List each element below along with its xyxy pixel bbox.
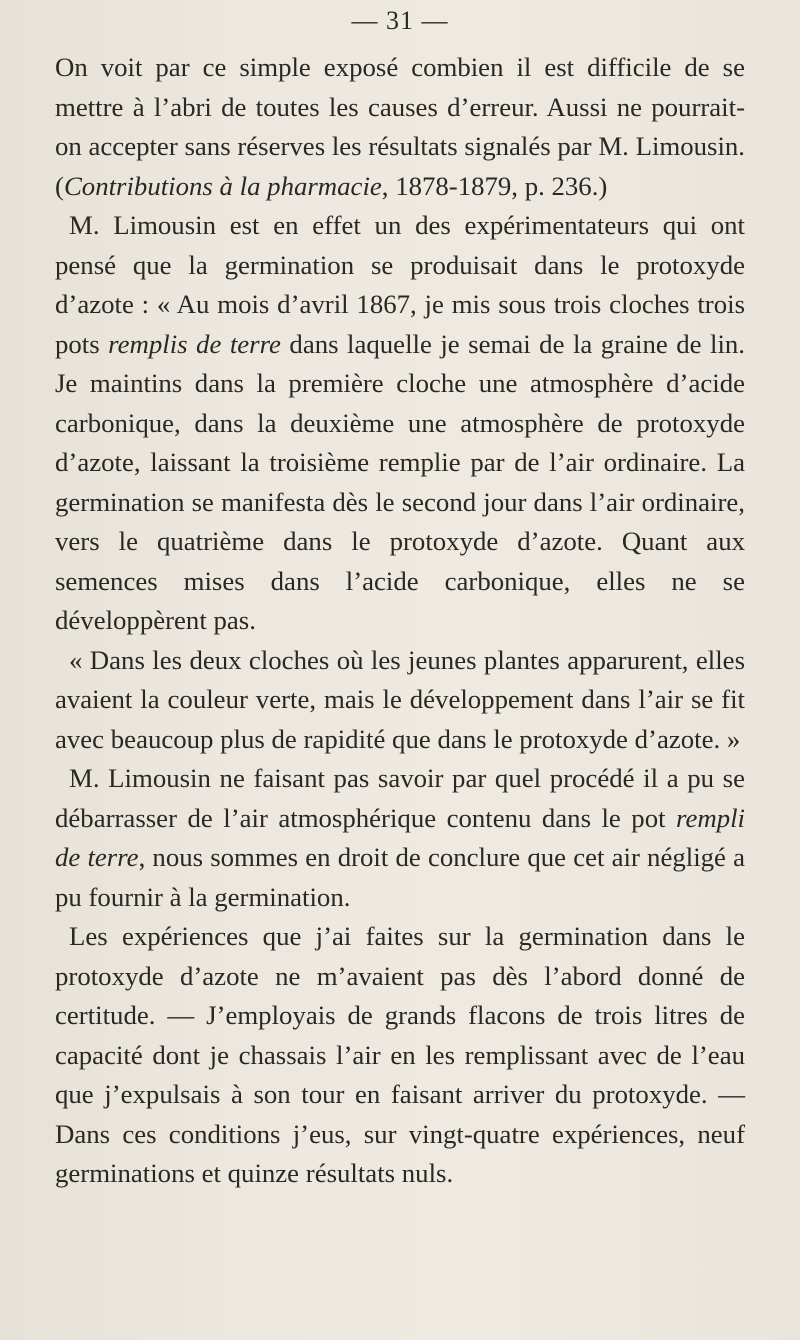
text-run: , nous sommes en droit de conclure que cet air négligé a pu fournir à la germination.	[55, 842, 745, 912]
italic-phrase: remplis de terre	[108, 328, 281, 359]
text-run: On voit par ce simple exposé combien il est difficile de se mettre à l’abri de toutes les causes d’erreur. Aussi ne pourrait-on accepter sans réserves les résultats signalés par M. Limousin. (	[55, 52, 745, 201]
paragraph	[55, 917, 745, 1194]
text-run: , 1878-1879, p. 236.)	[381, 170, 608, 201]
paragraph	[55, 206, 745, 641]
body-text	[55, 48, 745, 1194]
text-run: « Dans les deux cloches où les jeunes plantes apparurent, elles avaient la couleur verte, mais le développement dans l’air se fit avec beaucoup plus de rapidité que dans le protoxyde d’azote. »	[55, 644, 745, 754]
text-run: M. Limousin est en effet un des expérimentateurs qui ont pensé que la germination se produisait dans le protoxyde d’azote : « Au mois d’avril 1867, je mis sous trois cloches trois pots	[55, 210, 745, 359]
text-run: dans laquelle je semai de la graine de lin. Je maintins dans la première cloche une atmosphère d’acide carbonique, dans la deuxième une atmosphère de protoxyde d’azote, laissant la troisième remplie par de l’air ordinaire. La germination se manifesta dès le second jour dans l’air ordinaire, vers le quatrième dans le protoxyde d’azote. Quant aux semences mises dans l’acide carbonique, elles ne se développèrent pas.	[55, 328, 745, 635]
italic-title: Contributions à la pharmacie	[63, 170, 382, 201]
text-run: Les expériences que j’ai faites sur la germination dans le protoxyde d’azote ne m’avaient pas dès l’abord donné de certitude. — J’employais de grands flacons de trois litres de capacité dont je chassais l’air en les remplissant avec de l’eau que j’expulsais à son tour en faisant arriver du protoxyde. — Dans ces conditions j’eus, sur vingt-quatre expériences, neuf germinations et quinze résultats nuls.	[55, 921, 745, 1188]
page-number: — 31 —	[351, 6, 449, 35]
paragraph	[55, 641, 745, 760]
text-run: M. Limousin ne faisant pas savoir par quel procédé il a pu se débarrasser de l’air atmosphérique contenu dans le pot	[55, 763, 745, 833]
paragraph	[55, 759, 745, 917]
italic-phrase: rempli de terre	[55, 802, 745, 872]
paragraph	[55, 48, 745, 206]
